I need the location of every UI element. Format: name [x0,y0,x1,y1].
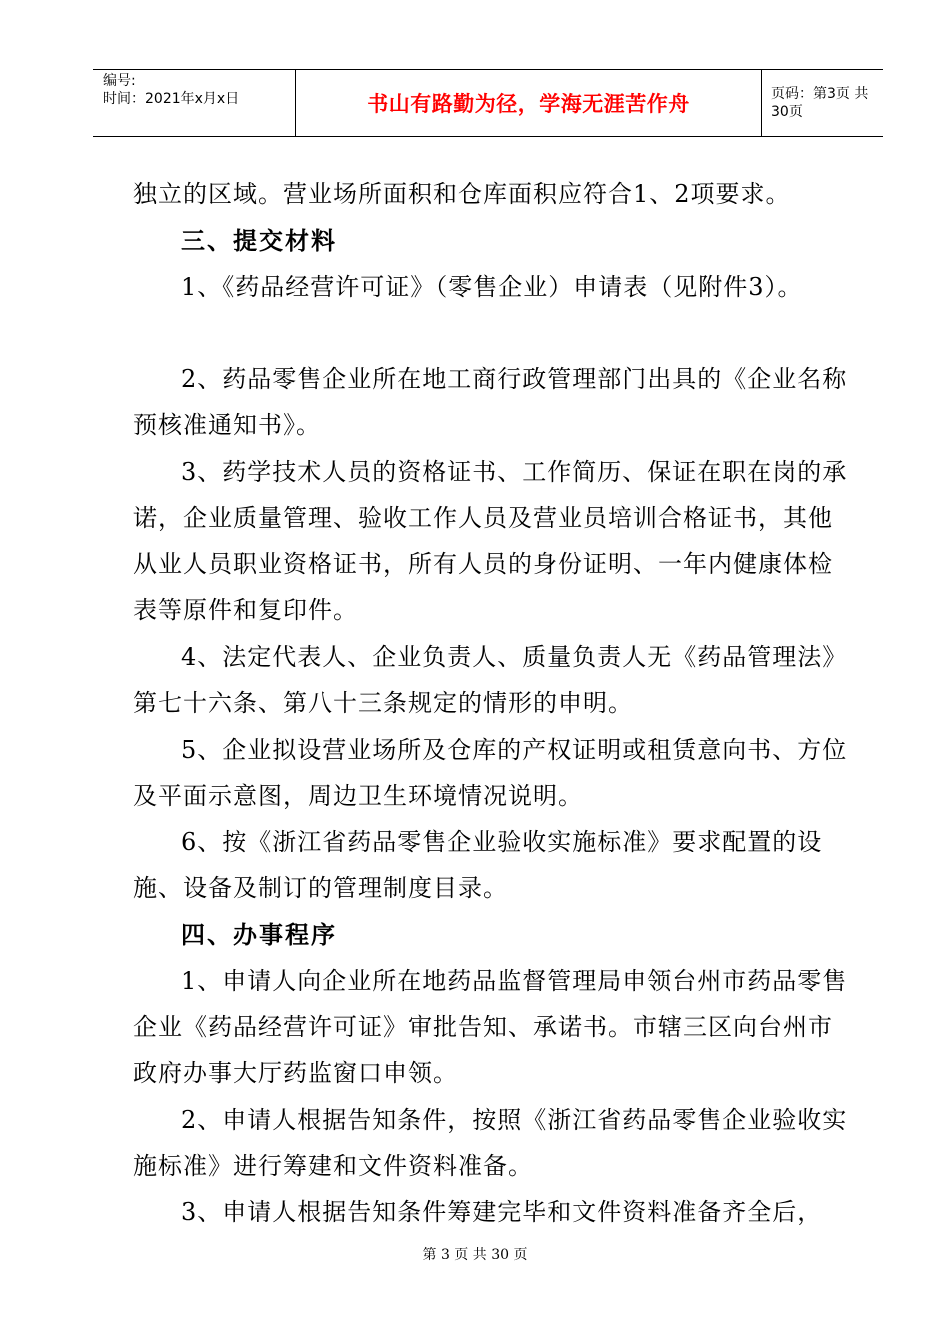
paragraph-item-3: 3、药学技术人员的资格证书、工作简历、保证在职在岗的承诺，企业质量管理、验收工作人员及营业员培训合格证书，其他从业人员职业资格证书，所有人员的身份证明、一年内健康体检表等原件和复印件。 [133,458,848,624]
page-footer: 第 3 页 共 30 页 [422,1247,528,1263]
header-meta-cell [93,70,295,136]
paragraph-item-2: 2、药品零售企业所在地工商行政管理部门出具的《企业名称预核准通知书》。 [133,365,848,439]
doc-time-label: 时间：2021年x月x日 [103,91,240,107]
header-page-cell [761,70,883,136]
paragraph-item-1: 1、《药品经营许可证》（零售企业）申请表（见附件3）。 [181,273,803,301]
section-heading-materials: 三、提交材料 [181,227,337,255]
paragraph-item-4: 4、法定代表人、企业负责人、质量负责人无《药品管理法》第七十六条、第八十三条规定的情形的申明。 [133,643,848,717]
doc-number-label: 编号: [103,73,136,89]
header-page-info: 页码：第3页 共30页 [771,86,869,120]
paragraph-item-6: 6、按《浙江省药品零售企业验收实施标准》要求配置的设施、设备及制订的管理制度目录。 [133,828,823,902]
header-motto-cell [295,70,762,136]
procedure-step-3: 3、申请人根据告知条件筹建完毕和文件资料准备齐全后， [181,1198,823,1226]
paragraph-continuation: 独立的区域。营业场所面积和仓库面积应符合1、2项要求。 [133,180,791,208]
header-table [93,69,883,137]
section-heading-procedure: 四、办事程序 [181,921,337,949]
header-motto: 书山有路勤为径，学海无涯苦作舟 [367,92,690,116]
procedure-step-2: 2、申请人根据告知条件，按照《浙江省药品零售企业验收实施标准》进行筹建和文件资料准备。 [133,1106,848,1180]
paragraph-item-5: 5、企业拟设营业场所及仓库的产权证明或租赁意向书、方位及平面示意图，周边卫生环境情况说明。 [133,736,848,810]
procedure-step-1: 1、申请人向企业所在地药品监督管理局申领台州市药品零售企业《药品经营许可证》审批告知、承诺书。市辖三区向台州市政府办事大厅药监窗口申领。 [133,967,848,1087]
